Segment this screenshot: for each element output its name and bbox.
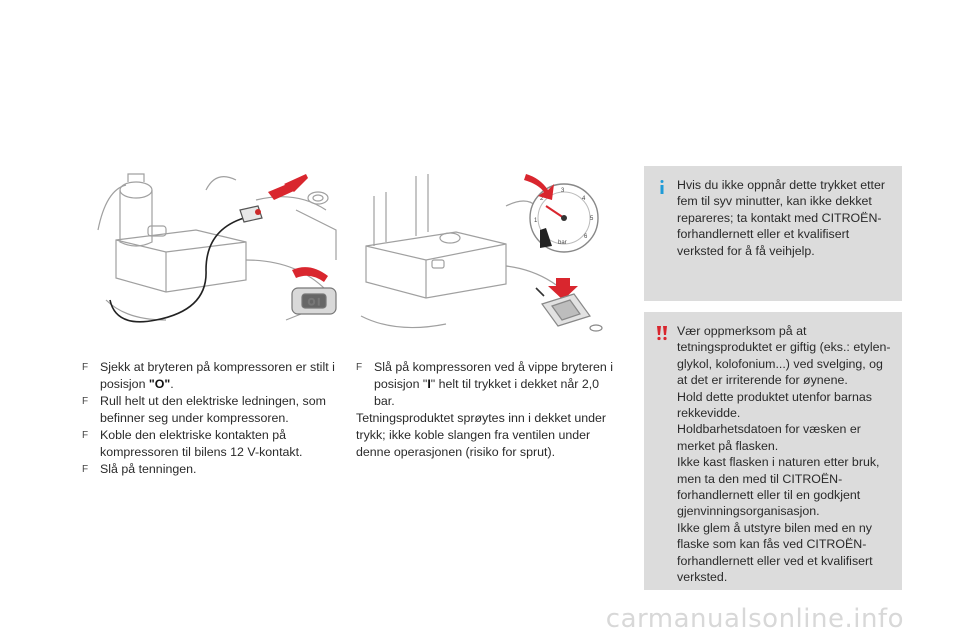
gauge-tick-2: 2 [540,196,544,202]
instruction-text-end: . [170,377,174,391]
warning-line: Ikke glem å utstyre bilen med en ny flaske som kan fås ved CITROËN-forhandlernett eller ved et kvalifisert verksted. [677,520,873,585]
warning-line: Holdbarhetsdatoen for væsken er merket på flasken. [677,422,861,453]
instruction-item [82,393,342,427]
instruction-item [356,359,618,410]
instruction-item [82,427,342,461]
gauge-tick-4: 4 [582,196,586,202]
instruction-text: Slå på tenningen. [100,462,197,476]
left-instructions [82,359,342,478]
warning-line: Ikke kast flasken i naturen etter bruk, men ta den med til CITROËN-forhandlernett eller til en godkjent gjenvinningsorganisasjon. [677,455,880,519]
gauge-unit: bar [558,240,567,246]
instruction-item [82,461,342,478]
sealant-paragraph: Tetningsproduktet sprøytes inn i dekket under trykk; ikke koble slangen fra ventilen under denne operasjonen (risiko for sprut). [356,411,607,459]
gauge-tick-6: 6 [584,234,588,240]
warning-line: Vær oppmerksom på at tetningsproduktet er giftig (eks.: etylen-glykol, kolofonium...) ved svelging, og at det er irriterende for øynene. [677,324,891,388]
gauge-tick-5: 5 [590,216,594,222]
instruction-strong: I [427,377,431,391]
instruction-item [82,359,342,393]
info-icon [654,179,670,195]
bullet-mark: F [82,430,89,441]
middle-instructions [356,359,618,461]
bullet-mark: F [356,362,363,373]
compressor-gauge-illustration [356,166,622,342]
warning-icon [654,325,670,341]
pressure-gauge-drawing [356,166,622,342]
site-watermark: carmanualsonline.info [605,604,904,634]
bullet-mark: F [82,464,89,475]
compressor-connection-illustration [96,170,340,342]
warning-line: Hold dette produktet utenfor barnas rekkevidde. [677,389,872,421]
bullet-mark: F [82,396,89,407]
gauge-tick-3: 3 [561,188,565,194]
instruction-text-end: " helt til trykket i dekket når 2,0 bar. [374,377,600,408]
instruction-text: Koble den elektriske kontakten på kompressoren til bilens 12 V-kontakt. [100,428,303,459]
info-panel [644,166,902,301]
warning-panel [644,312,902,590]
gauge-tick-1: 1 [534,218,538,224]
instruction-text: Slå på kompressoren ved å vippe bryteren i posisjon " [374,360,613,391]
info-text: Hvis du ikke oppnår dette trykket etter fem til syv minutter, kan ikke dekket repareres; ta kontakt med CITROËN-forhandlernett eller et kvalifisert verksted for å få veihjelp. [677,178,885,258]
instruction-strong: "O" [148,377,171,391]
compressor-socket-drawing [96,170,340,342]
svg-text:O I: O I [308,297,321,307]
instruction-text: Sjekk at bryteren på kompressoren er stilt i posisjon [100,360,335,391]
warning-text [677,323,895,586]
bullet-mark: F [82,362,89,373]
instruction-text: Rull helt ut den elektriske ledningen, som befinner seg under kompressoren. [100,394,326,425]
